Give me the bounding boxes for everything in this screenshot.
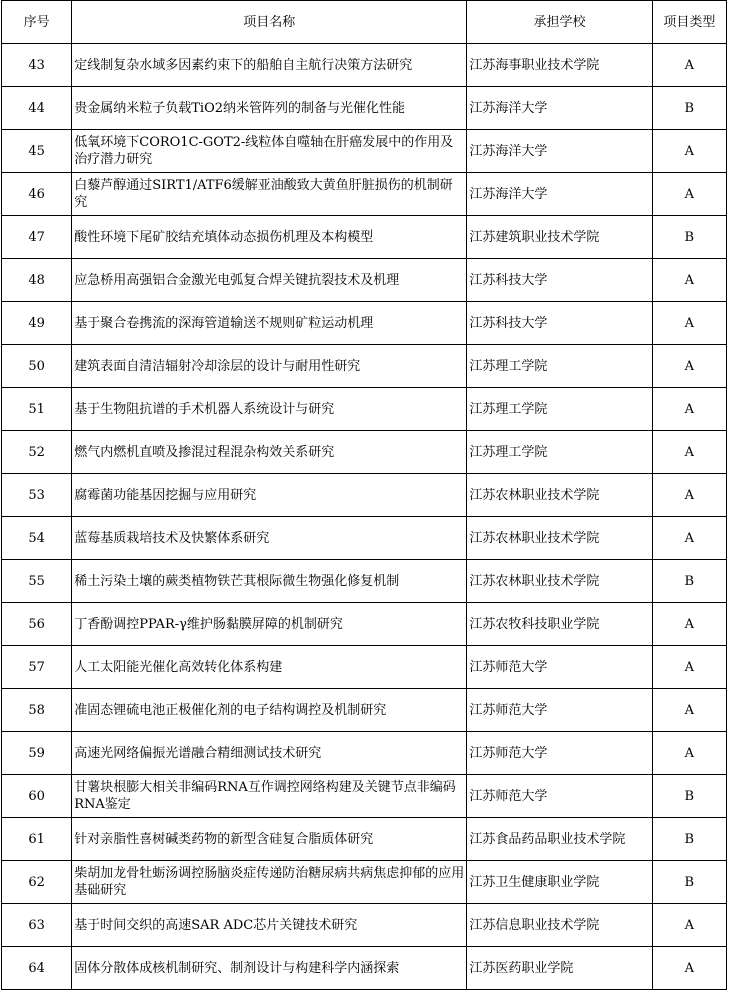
row-project-type: A [652,302,726,345]
row-school: 江苏卫生健康职业学院 [467,861,652,904]
row-no: 64 [2,947,72,990]
row-project-name: 人工太阳能光催化高效转化体系构建 [72,646,467,689]
table-row [2,216,727,259]
row-project-type: A [652,517,726,560]
table-row [2,87,727,130]
row-project-type: A [652,173,726,216]
row-project-name: 丁香酚调控PPAR-γ维护肠黏膜屏障的机制研究 [72,603,467,646]
row-school: 江苏理工学院 [467,388,652,431]
row-no: 59 [2,732,72,775]
header-name: 项目名称 [72,1,467,44]
row-project-type: B [652,216,726,259]
row-project-type: A [652,689,726,732]
row-school: 江苏农牧科技职业学院 [467,603,652,646]
row-no: 45 [2,130,72,173]
row-no: 51 [2,388,72,431]
row-project-name: 基于时间交织的高速SAR ADC芯片关键技术研究 [72,904,467,947]
row-no: 44 [2,87,72,130]
row-no: 54 [2,517,72,560]
row-project-name: 白藜芦醇通过SIRT1/ATF6缓解亚油酸致大黄鱼肝脏损伤的机制研究 [72,173,467,216]
row-project-type: B [652,87,726,130]
row-no: 55 [2,560,72,603]
table-row [2,603,727,646]
table-row [2,947,727,990]
row-school: 江苏食品药品职业技术学院 [467,818,652,861]
row-school: 江苏师范大学 [467,646,652,689]
table-row [2,517,727,560]
row-school: 江苏海洋大学 [467,130,652,173]
row-project-type: A [652,345,726,388]
row-project-name: 腐霉菌功能基因挖掘与应用研究 [72,474,467,517]
row-no: 47 [2,216,72,259]
table-row [2,646,727,689]
row-no: 63 [2,904,72,947]
table-header-row [2,1,727,44]
row-no: 50 [2,345,72,388]
row-school: 江苏师范大学 [467,689,652,732]
row-no: 58 [2,689,72,732]
row-project-type: A [652,904,726,947]
row-project-name: 准固态锂硫电池正极催化剂的电子结构调控及机制研究 [72,689,467,732]
row-school: 江苏建筑职业技术学院 [467,216,652,259]
row-school: 江苏农林职业技术学院 [467,517,652,560]
table-row [2,130,727,173]
row-project-type: A [652,130,726,173]
row-project-type: B [652,861,726,904]
row-project-name: 酸性环境下尾矿胶结充填体动态损伤机理及本构模型 [72,216,467,259]
row-project-type: B [652,775,726,818]
row-no: 61 [2,818,72,861]
row-no: 52 [2,431,72,474]
row-no: 43 [2,44,72,87]
table-row [2,431,727,474]
table-row [2,560,727,603]
header-school: 承担学校 [467,1,652,44]
row-school: 江苏信息职业技术学院 [467,904,652,947]
table-row [2,44,727,87]
table-row [2,689,727,732]
row-no: 53 [2,474,72,517]
table-row [2,259,727,302]
row-project-name: 针对亲脂性喜树碱类药物的新型含硅复合脂质体研究 [72,818,467,861]
table-row [2,345,727,388]
row-school: 江苏科技大学 [467,259,652,302]
row-no: 57 [2,646,72,689]
row-project-name: 定线制复杂水域多因素约束下的船舶自主航行决策方法研究 [72,44,467,87]
row-project-type: A [652,431,726,474]
row-school: 江苏医药职业学院 [467,947,652,990]
row-project-name: 燃气内燃机直喷及掺混过程混杂构效关系研究 [72,431,467,474]
row-school: 江苏理工学院 [467,431,652,474]
row-school: 江苏师范大学 [467,775,652,818]
row-no: 46 [2,173,72,216]
row-project-type: A [652,259,726,302]
table-row [2,173,727,216]
row-project-name: 固体分散体成核机制研究、制剂设计与构建科学内涵探索 [72,947,467,990]
row-project-type: A [652,474,726,517]
row-school: 江苏理工学院 [467,345,652,388]
row-project-type: A [652,388,726,431]
row-project-type: B [652,818,726,861]
row-project-name: 基于生物阻抗谱的手术机器人系统设计与研究 [72,388,467,431]
row-project-name: 甘薯块根膨大相关非编码RNA互作调控网络构建及关键节点非编码RNA鉴定 [72,775,467,818]
row-project-name: 柴胡加龙骨牡蛎汤调控肠脑炎症传递防治糖尿病共病焦虑抑郁的应用基础研究 [72,861,467,904]
table-row [2,732,727,775]
row-no: 60 [2,775,72,818]
header-type: 项目类型 [652,1,726,44]
row-no: 49 [2,302,72,345]
row-school: 江苏科技大学 [467,302,652,345]
row-school: 江苏师范大学 [467,732,652,775]
row-school: 江苏海事职业技术学院 [467,44,652,87]
row-school: 江苏海洋大学 [467,87,652,130]
row-school: 江苏农林职业技术学院 [467,560,652,603]
row-project-type: A [652,646,726,689]
header-no: 序号 [2,1,72,44]
table-row [2,904,727,947]
row-project-type: B [652,560,726,603]
row-project-name: 稀土污染土壤的蕨类植物铁芒萁根际微生物强化修复机制 [72,560,467,603]
row-project-name: 应急桥用高强铝合金激光电弧复合焊关键抗裂技术及机理 [72,259,467,302]
row-project-type: A [652,44,726,87]
row-project-name: 低氧环境下CORO1C-GOT2-线粒体自噬轴在肝癌发展中的作用及治疗潜力研究 [72,130,467,173]
row-school: 江苏海洋大学 [467,173,652,216]
row-project-type: A [652,947,726,990]
project-table [1,0,727,990]
table-row [2,388,727,431]
row-project-name: 高速光网络偏振光谱融合精细测试技术研究 [72,732,467,775]
row-project-name: 建筑表面自清洁辐射冷却涂层的设计与耐用性研究 [72,345,467,388]
row-project-type: A [652,603,726,646]
table-row [2,818,727,861]
table-row [2,474,727,517]
row-no: 56 [2,603,72,646]
row-project-type: A [652,732,726,775]
row-school: 江苏农林职业技术学院 [467,474,652,517]
table-row [2,302,727,345]
table-row [2,775,727,818]
row-no: 62 [2,861,72,904]
row-no: 48 [2,259,72,302]
table-row [2,861,727,904]
row-project-name: 基于聚合卷携流的深海管道输送不规则矿粒运动机理 [72,302,467,345]
row-project-name: 蓝莓基质栽培技术及快繁体系研究 [72,517,467,560]
row-project-name: 贵金属纳米粒子负载TiO2纳米管阵列的制备与光催化性能 [72,87,467,130]
